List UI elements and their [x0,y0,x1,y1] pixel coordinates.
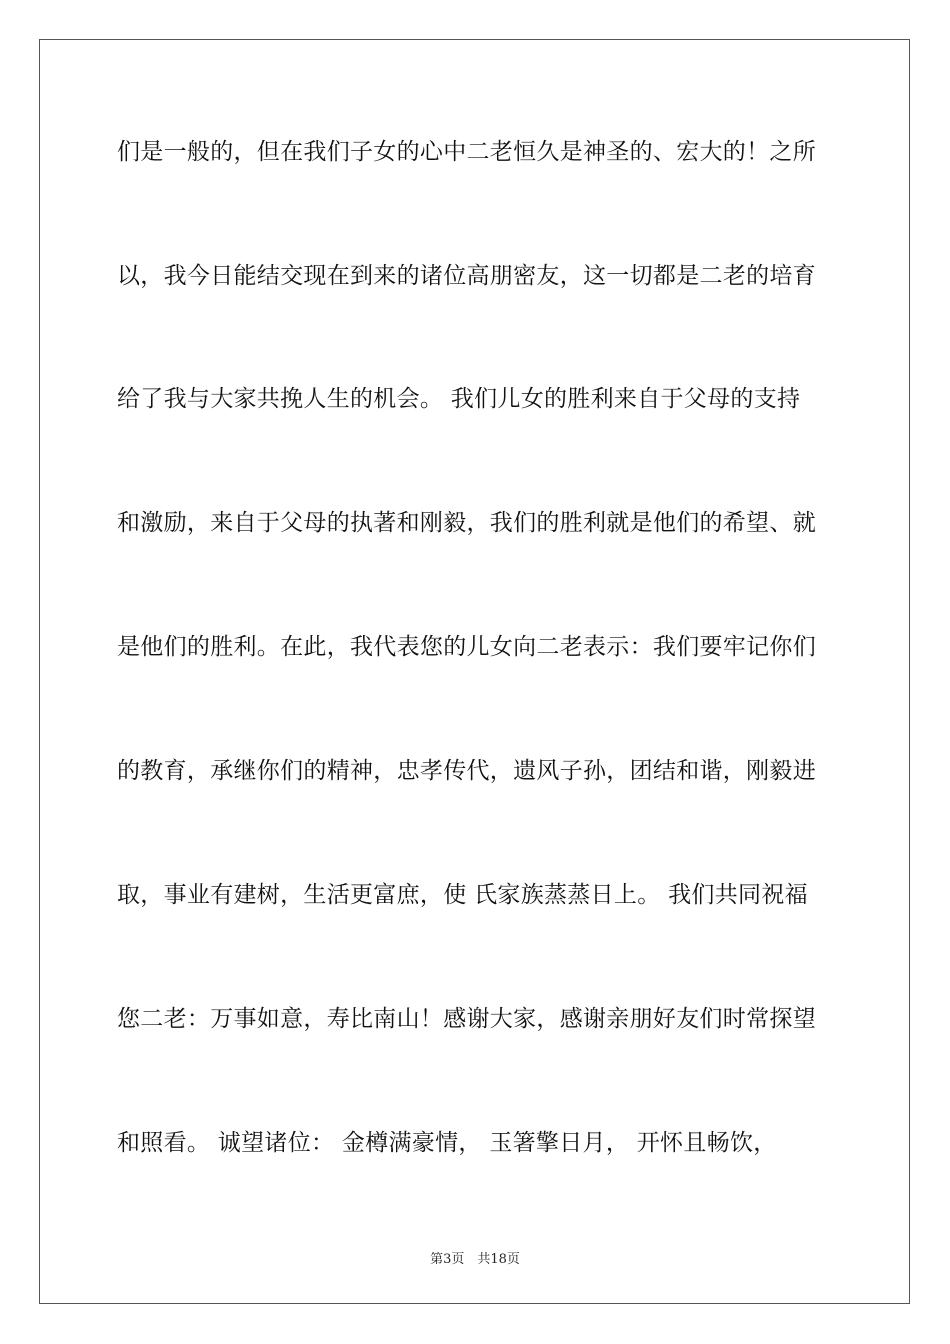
body-text-line-7: 取，事业有建树，生活更富庶，使 氏家族蒸蒸日上。 我们共同祝福 [117,882,808,908]
body-text-line-3: 给了我与大家共挽人生的机会。 我们儿女的胜利来自于父母的支持 [117,386,801,412]
page-number-footer: 第3页 共18页 [430,1252,520,1267]
body-text-line-5: 是他们的胜利。在此，我代表您的儿女向二老表示：我们要牢记你们 [117,634,816,660]
page-border [39,39,910,1304]
body-text-line-2: 以，我今日能结交现在到来的诸位高朋密友，这一切都是二老的培育 [117,263,816,289]
body-text-line-1: 们是一般的，但在我们子女的心中二老恒久是神圣的、宏大的！之所 [117,139,816,165]
body-text-line-8: 您二老：万事如意，寿比南山！感谢大家，感谢亲朋好友们时常探望 [117,1006,816,1032]
body-text-line-4: 和激励，来自于父母的执著和刚毅，我们的胜利就是他们的希望、就 [117,510,816,536]
body-text-line-9: 和照看。 诚望诸位： 金樽满豪情， 玉箸擎日月， 开怀且畅饮， [117,1130,777,1156]
body-text-line-6: 的教育，承继你们的精神，忠孝传代，遗风子孙，团结和谐，刚毅进 [117,758,816,784]
